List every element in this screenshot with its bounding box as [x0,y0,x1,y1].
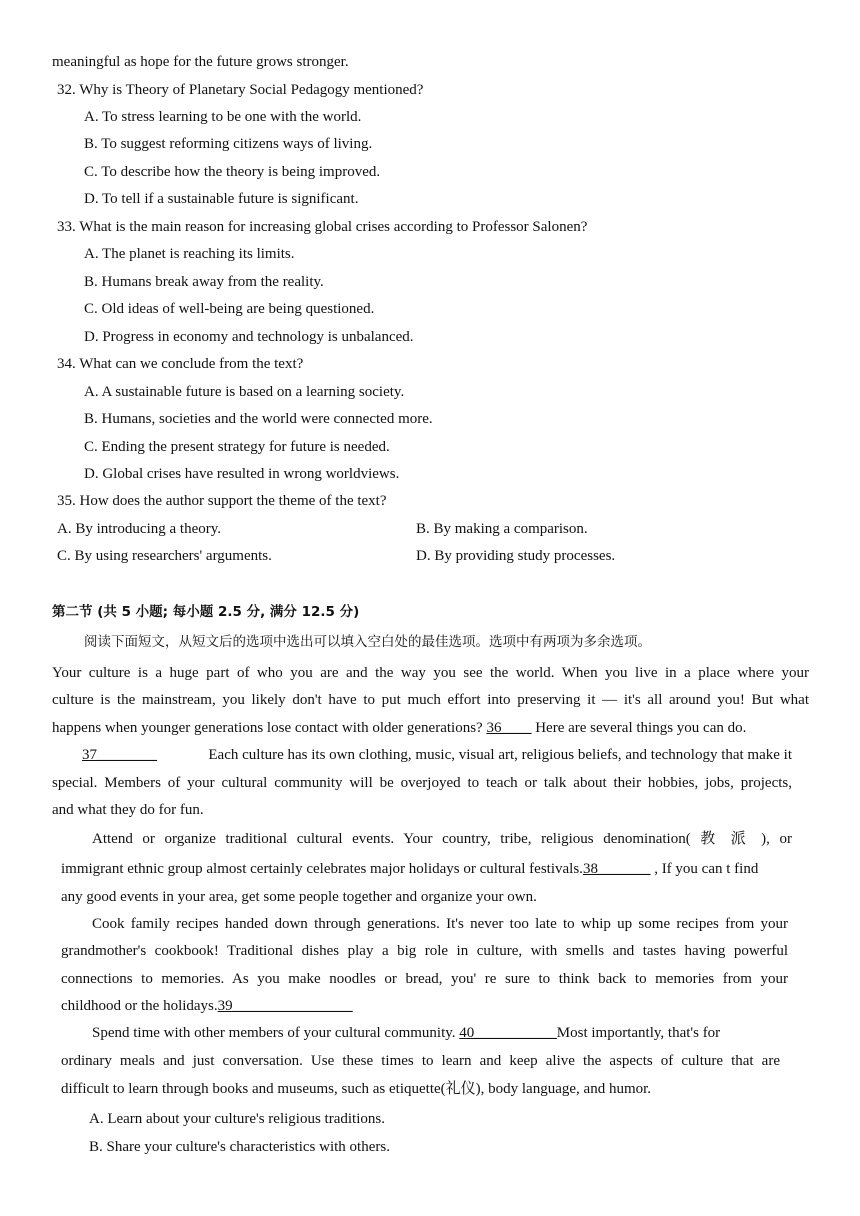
option: D. To tell if a sustainable future is significant. [84,191,359,207]
option: C. To describe how the theory is being improved. [84,164,381,180]
text: Most importantly, that's for [556,1025,721,1041]
paragraph-line: difficult to learn through books and museums, such as etiquette(礼仪), body language, and humor. [61,1081,652,1097]
option: D. By providing study processes. [416,548,616,564]
option: C. Ending the present strategy for future is needed. [84,439,390,455]
paragraph-line: connections to memories. As you make noodles or bread, you' re sure to think back to memories from your [61,971,788,987]
paragraph-line: any good events in your area, get some people together and organize your own. [61,889,537,905]
option: D. Global crises have resulted in wrong worldviews. [84,466,400,482]
intro-tail: meaningful as hope for the future grows stronger. [52,54,349,70]
option: B. Share your culture's characteristics with others. [89,1139,390,1155]
text: happens when younger generations lose contact with older generations? [52,720,483,736]
paragraph-line: Your culture is a huge part of who you are and the way you see the world. When you live in a place where your [52,665,809,681]
blank-40[interactable]: 40___________ [459,1025,557,1041]
text: immigrant ethnic group almost certainly celebrates major holidays or cultural festivals. [61,861,583,877]
question-stem: 33. What is the main reason for increasing global crises according to Professor Salonen? [57,219,588,235]
option: B. By making a comparison. [416,521,588,537]
text: Spend time with other members of your cultural community. [92,1025,456,1041]
question-stem: 32. Why is Theory of Planetary Social Pedagogy mentioned? [57,82,424,98]
option: D. Progress in economy and technology is unbalanced. [84,329,414,345]
paragraph-line: Cook family recipes handed down through generations. It's never too late to whip up some recipes from your [92,916,788,932]
option: A. The planet is reaching its limits. [84,246,295,262]
option: A. By introducing a theory. [57,521,221,537]
option: A. A sustainable future is based on a learning society. [84,384,405,400]
paragraph-line: and what they do for fun. [52,802,204,818]
paragraph-line [61,996,353,1016]
text: Here are several things you can do. [535,720,747,736]
section-heading: 第二节 (共 5 小题; 每小题 2.5 分, 满分 12.5 分) [52,604,360,620]
text: childhood or the holidays. [61,998,218,1014]
option: A. To stress learning to be one with the world. [84,109,362,125]
option: B. To suggest reforming citizens ways of living. [84,136,373,152]
option: B. Humans, societies and the world were connected more. [84,411,433,427]
option: C. By using researchers' arguments. [57,548,272,564]
blank-39[interactable]: 39________________ [217,998,353,1014]
paragraph-line [92,1023,720,1043]
blank-36[interactable]: 36____ [486,720,532,736]
text: , If you can t find [654,861,759,877]
text: Each culture has its own clothing, music, visual art, religious beliefs, and technology that make it [208,747,792,763]
paragraph-line: ordinary meals and just conversation. Use these times to learn and keep alive the aspects of culture that are [61,1053,780,1069]
blank-38[interactable]: 38_______ [582,861,651,877]
paragraph-line [61,859,758,879]
paragraph-line: special. Members of your cultural community will be overjoyed to teach or talk about their hobbies, jobs, projects, [52,775,792,791]
option: C. Old ideas of well-being are being questioned. [84,301,375,317]
paragraph-line: grandmother's cookbook! Traditional dishes play a big role in culture, with smells and tastes having powerful [61,943,788,959]
section-instruction: 阅读下面短文，从短文后的选项中选出可以填入空白处的最佳选项。选项中有两项为多余选项。 [84,634,651,650]
paragraph-line: culture is the mainstream, you likely don't have to put much effort into preserving it — it's all around you! But what [52,692,809,708]
paragraph-line [82,745,792,765]
paragraph-line [52,718,746,738]
question-stem: 34. What can we conclude from the text? [57,356,304,372]
option: B. Humans break away from the reality. [84,274,324,290]
blank-37[interactable]: 37________ [82,747,157,763]
paragraph-line: Attend or organize traditional cultural events. Your country, tribe, religious denomination( 教 派 ), or [92,831,792,847]
option: A. Learn about your culture's religious traditions. [89,1111,385,1127]
question-stem: 35. How does the author support the theme of the text? [57,493,387,509]
